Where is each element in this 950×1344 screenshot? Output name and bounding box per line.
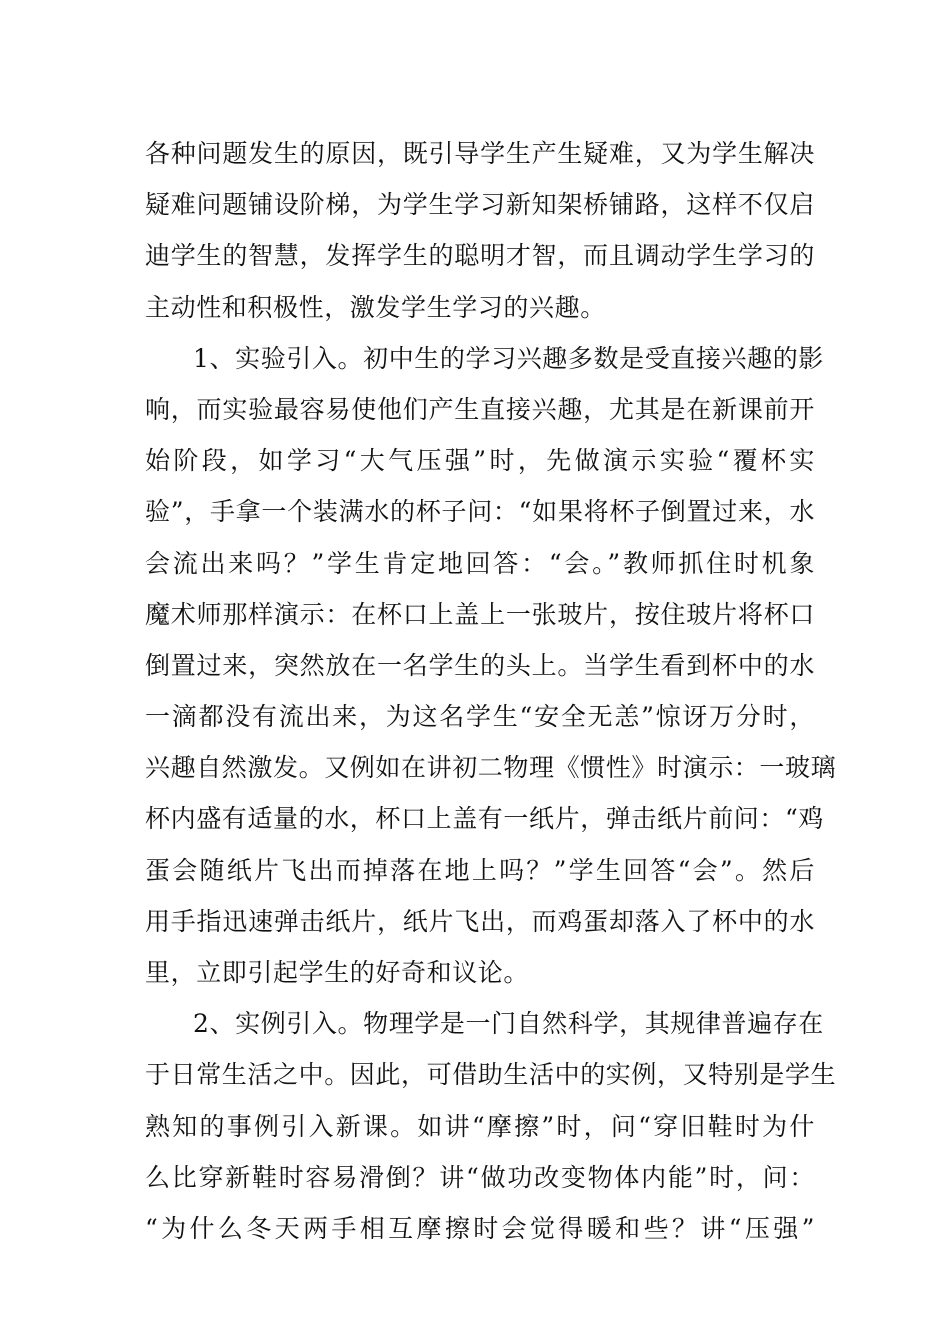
text-line: 响，而实验最容易使他们产生直接兴趣，尤其是在新课前开 — [145, 394, 815, 424]
text-line: 魔术师那样演示：在杯口上盖上一张玻片，按住玻片将杯口 — [145, 599, 815, 629]
paragraph-start-line: 2、实例引入。物理学是一门自然科学，其规律普遍存在 — [193, 1009, 824, 1039]
text-line: 用手指迅速弹击纸片，纸片飞出，而鸡蛋却落入了杯中的水 — [145, 906, 815, 936]
text-line: 倒置过来，突然放在一名学生的头上。当学生看到杯中的水 — [145, 650, 815, 680]
text-line: 熟知的事例引入新课。如讲“摩擦”时，问“穿旧鞋时为什 — [145, 1111, 815, 1141]
text-line: 里，立即引起学生的好奇和议论。 — [145, 958, 530, 987]
text-line: 一滴都没有流出来，为这名学生“安全无恙”惊讶万分时， — [145, 702, 815, 732]
text-line: 迪学生的智慧，发挥学生的聪明才智，而且调动学生学习的 — [145, 241, 815, 271]
text-line: 各种问题发生的原因，既引导学生产生疑难，又为学生解决 — [145, 139, 815, 168]
text-line: 兴趣自然激发。又例如在讲初二物理《惯性》时演示：一玻璃 — [145, 753, 837, 783]
text-line: 始阶段，如学习“大气压强”时，先做演示实验“覆杯实 — [145, 446, 815, 476]
text-line: 主动性和积极性，激发学生学习的兴趣。 — [145, 292, 606, 322]
paragraph-start-line: 1、实验引入。初中生的学习兴趣多数是受直接兴趣的影 — [193, 343, 824, 373]
text-line: 蛋会随纸片飞出而掉落在地上吗？”学生回答“会”。然后 — [145, 855, 815, 885]
text-line: 么比穿新鞋时容易滑倒？讲“做功改变物体内能”时，问： — [145, 1162, 815, 1192]
text-line: 疑难问题铺设阶梯，为学生学习新知架桥铺路，这样不仅启 — [145, 190, 815, 220]
text-line: 验”，手拿一个装满水的杯子问：“如果将杯子倒置过来，水 — [145, 497, 815, 527]
body-text — [145, 128, 837, 1254]
text-line: 会流出来吗？”学生肯定地回答：“会。”教师抓住时机象 — [145, 548, 815, 578]
text-line: 于日常生活之中。因此，可借助生活中的实例，又特别是学生 — [145, 1060, 837, 1090]
text-line: “为什么冬天两手相互摩擦时会觉得暖和些？讲“压强” — [145, 1213, 815, 1243]
text-line: 杯内盛有适量的水，杯口上盖有一纸片，弹击纸片前问：“鸡 — [145, 804, 824, 834]
